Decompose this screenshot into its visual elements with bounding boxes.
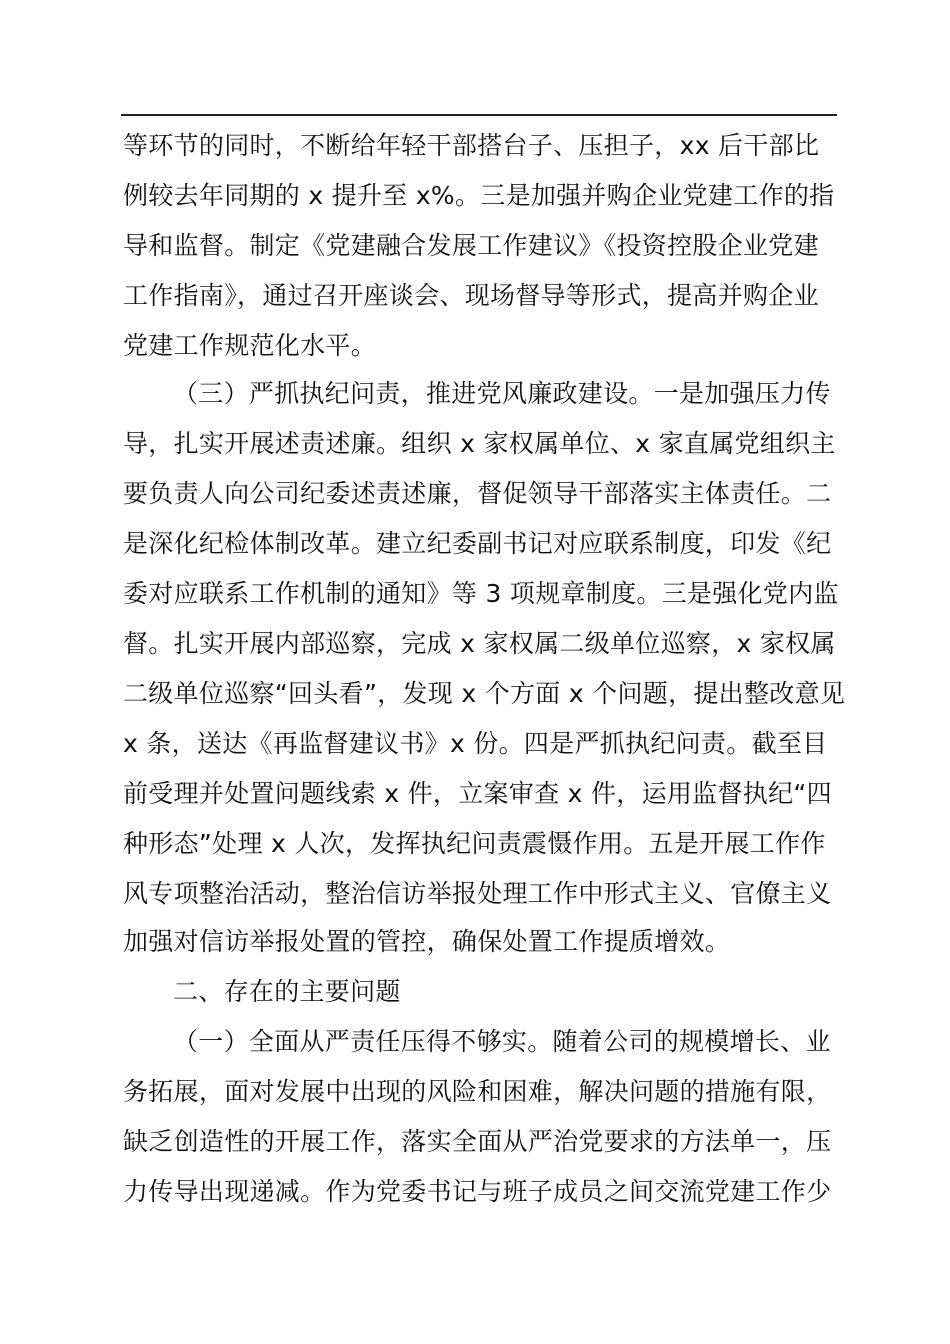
text-line: 委对应联系工作机制的通知》等 3 项规章制度。三是强化党内监 [123,579,839,608]
text-line: 等环节的同时，不断给年轻干部搭台子、压担子，xx 后干部比 [123,131,820,160]
subsection-heading-one: （一）全面从严责任压得不够实。随着公司的规模增长、业 [173,1027,831,1056]
text-line: 力传导出现递减。作为党委书记与班子成员之间交流党建工作少 [123,1177,832,1206]
text-line: 前受理并处置问题线索 x 件，立案审查 x 件，运用监督执纪“四 [123,779,832,808]
text-line: 种形态”处理 x 人次，发挥执纪问责震慑作用。五是开展工作作 [123,829,826,858]
text-line: 二级单位巡察“回头看”，发现 x 个方面 x 个问题，提出整改意见 [123,679,846,708]
text-line: 要负责人向公司纪委述责述廉，督促领导干部落实主体责任。二 [123,479,832,508]
text-line: 风专项整治活动，整治信访举报处理工作中形式主义、官僚主义 [123,879,832,908]
text-line: 加强对信访举报处置的管控，确保处置工作提质增效。 [123,927,731,956]
header-rule [121,114,837,116]
text-line: 督。扎实开展内部巡察，完成 x 家权属二级单位巡察，x 家权属 [123,629,836,658]
text-line: 导，扎实开展述责述廉。组织 x 家权属单位、x 家直属党组织主 [123,429,836,458]
text-line: 缺乏创造性的开展工作，落实全面从严治党要求的方法单一，压 [123,1127,832,1156]
text-line: 是深化纪检体制改革。建立纪委副书记对应联系制度，印发《纪 [123,529,832,558]
text-line: 务拓展，面对发展中出现的风险和困难，解决问题的措施有限， [123,1077,832,1106]
text-line: x 条，送达《再监督建议书》x 份。四是严抓执纪问责。截至目 [123,729,828,758]
text-line: 工作指南》，通过召开座谈会、现场督导等形式，提高并购企业 [123,281,819,310]
text-line: 例较去年同期的 x 提升至 x%。三是加强并购企业党建工作的指 [123,181,835,210]
text-line: 党建工作规范化水平。 [123,331,377,360]
section-heading-three: （三）严抓执纪问责，推进党风廉政建设。一是加强压力传 [173,379,831,408]
text-line: 导和监督。制定《党建融合发展工作建议》《投资控股企业党建 [123,231,819,260]
section-title-problems: 二、存在的主要问题 [173,977,401,1006]
